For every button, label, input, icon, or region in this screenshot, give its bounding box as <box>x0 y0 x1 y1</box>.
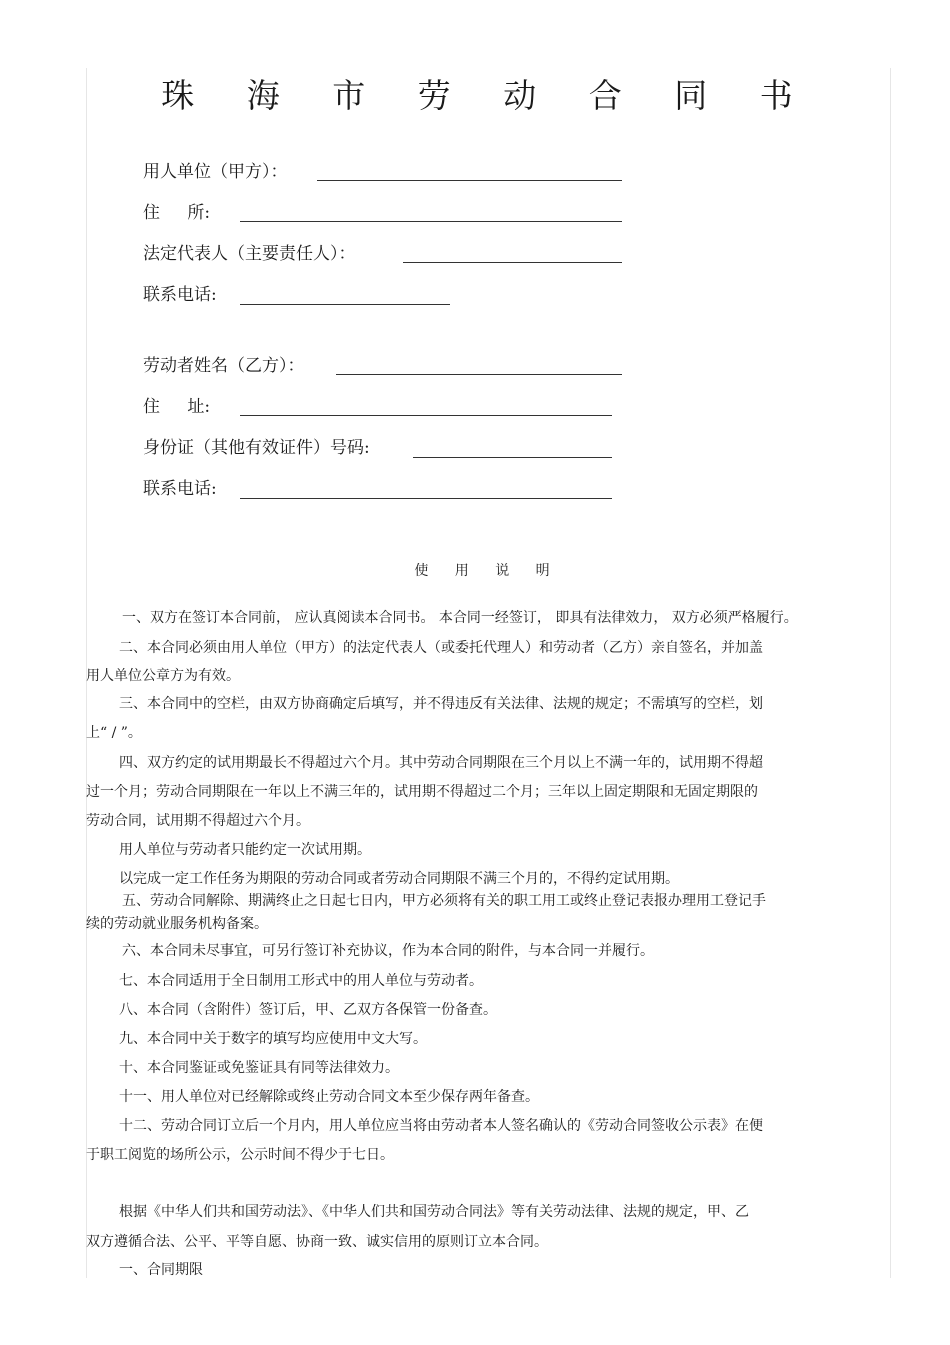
instruction-line: 十一、用人单位对已经解除或终止劳动合同文本至少保存两年备查。 <box>119 1089 539 1105</box>
instruction-line: 一、双方在签订本合同前， 应认真阅读本合同书。 本合同一经签订， 即具有法律效力， 双方必须严格履行。 <box>122 610 798 626</box>
instruction-line: 八、本合同（含附件）签订后，甲、乙双方各保管一份备查。 <box>119 1002 497 1018</box>
instruction-line: 用人单位与劳动者只能约定一次试用期。 <box>119 842 371 858</box>
worker-address-field[interactable] <box>240 415 612 416</box>
legal-rep-label: 法定代表人（主要责任人）： <box>143 244 356 264</box>
instruction-line: 以完成一定工作任务为期限的劳动合同或者劳动合同期限不满三个月的，不得约定试用期。 <box>119 871 679 887</box>
instruction-line: 十、本合同鉴证或免鉴证具有同等法律效力。 <box>119 1060 399 1076</box>
preamble-line: 根据《中华人们共和国劳动法》、《中华人们共和国劳动合同法》等有关劳动法律、法规的规定，甲、乙 <box>119 1204 749 1220</box>
worker-address-label: 住 址: <box>143 397 211 417</box>
worker-name-label: 劳动者姓名（乙方）： <box>143 356 305 376</box>
worker-phone-field[interactable] <box>240 498 612 499</box>
page-right-edge <box>890 68 891 1278</box>
instruction-line: 二、本合同必须由用人单位（甲方）的法定代表人（或委托代理人）和劳动者（乙方）亲自签名，并加盖 <box>119 640 763 656</box>
id-number-field[interactable] <box>413 457 612 458</box>
instruction-line: 十二、劳动合同订立后一个月内，用人单位应当将由劳动者本人签名确认的《劳动合同签收公示表》在便 <box>119 1118 763 1134</box>
instruction-line: 四、双方约定的试用期最长不得超过六个月。其中劳动合同期限在三个月以上不满一年的，试用期不得超 <box>119 755 763 771</box>
instruction-line: 于职工阅览的场所公示，公示时间不得少于七日。 <box>86 1147 394 1163</box>
instruction-line: 过一个月；劳动合同期限在一年以上不满三年的，试用期不得超过二个月；三年以上固定期限和无固定期限的 <box>86 784 758 800</box>
employer-field[interactable] <box>317 180 622 181</box>
employer-phone-label: 联系电话: <box>143 285 217 305</box>
instructions-heading: 使 用 说 明 <box>414 563 561 579</box>
id-number-label: 身份证（其他有效证件）号码: <box>143 438 370 458</box>
instruction-line: 五、劳动合同解除、期满终止之日起七日内，甲方必须将有关的职工用工或终止登记表报办理用工登记手 <box>122 893 766 909</box>
page-title: 珠 海 市 劳 动 合 同 书 <box>161 76 814 115</box>
instruction-line: 用人单位公章方为有效。 <box>86 668 240 684</box>
preamble-line: 双方遵循合法、公平、平等自愿、协商一致、诚实信用的原则订立本合同。 <box>86 1234 548 1250</box>
instruction-line: 七、本合同适用于全日制用工形式中的用人单位与劳动者。 <box>119 973 483 989</box>
employer-address-label: 住 所: <box>143 203 211 223</box>
instruction-line: 劳动合同，试用期不得超过六个月。 <box>86 813 310 829</box>
section-title: 一、合同期限 <box>119 1262 203 1278</box>
instruction-line: 六、本合同未尽事宜，可另行签订补充协议，作为本合同的附件，与本合同一并履行。 <box>122 943 654 959</box>
employer-address-field[interactable] <box>240 221 622 222</box>
instruction-line: 九、本合同中关于数字的填写均应使用中文大写。 <box>119 1031 427 1047</box>
worker-phone-label: 联系电话: <box>143 479 217 499</box>
instruction-line: 三、本合同中的空栏，由双方协商确定后填写，并不得违反有关法律、法规的规定；不需填写的空栏，划 <box>119 696 763 712</box>
instruction-line: 续的劳动就业服务机构备案。 <box>86 916 268 932</box>
employer-phone-field[interactable] <box>240 304 450 305</box>
instruction-line: 上“ / ”。 <box>86 725 142 741</box>
worker-name-field[interactable] <box>336 374 622 375</box>
legal-rep-field[interactable] <box>403 262 622 263</box>
employer-label: 用人单位（甲方）： <box>143 162 288 182</box>
